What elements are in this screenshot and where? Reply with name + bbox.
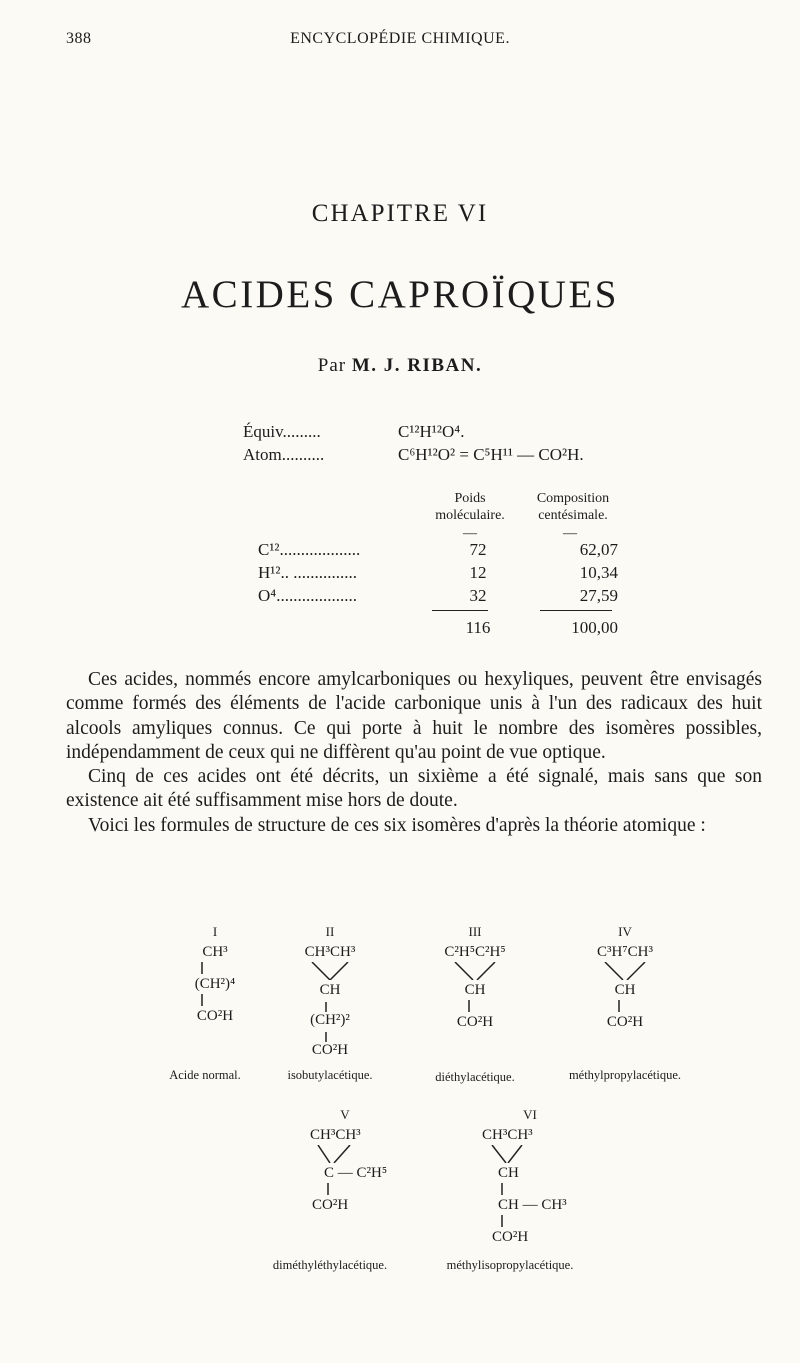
paragraph: Cinq de ces acides ont été décrits, un sixième a été signalé, mais sans que son existence ait été suffisamment mise hors de doute. bbox=[66, 766, 762, 812]
isomer-name: méthylpropylacétique. bbox=[568, 1068, 682, 1082]
isomer-numeral: III bbox=[468, 924, 482, 939]
bond-line bbox=[290, 1183, 400, 1195]
isomer-name: diméthyléthylacétique. bbox=[272, 1258, 388, 1272]
bond-line bbox=[470, 1215, 590, 1227]
atom-formula bbox=[243, 445, 643, 467]
author-name: M. J. RIBAN. bbox=[351, 355, 483, 376]
atom-label: Atom.......... bbox=[243, 445, 325, 464]
column-header-composition-line2: centésimale. bbox=[538, 508, 608, 523]
bond-line bbox=[425, 1000, 525, 1012]
column-dash: — bbox=[563, 526, 577, 541]
isomer-numeral: I bbox=[212, 924, 218, 939]
bond-line bbox=[470, 1183, 590, 1195]
row-element: H¹².. ............... bbox=[258, 563, 357, 582]
total-percent: 100,00 bbox=[571, 618, 618, 637]
isomer-formula bbox=[290, 1105, 400, 1215]
isomer-numeral: II bbox=[325, 924, 335, 939]
running-title: ENCYCLOPÉDIE CHIMIQUE. bbox=[290, 30, 510, 47]
bond-line bbox=[575, 1000, 675, 1012]
row-percent: 62,07 bbox=[579, 540, 618, 559]
isomer-formula bbox=[575, 922, 675, 1032]
formula-line: CH bbox=[498, 1165, 519, 1181]
isomer-numeral: V bbox=[340, 1107, 350, 1122]
isomer-formula bbox=[425, 922, 525, 1032]
isomer-name: méthylisopropylacétique. bbox=[446, 1258, 574, 1272]
formula-line: CH bbox=[319, 982, 341, 998]
isomer-name: Acide normal. bbox=[169, 1068, 241, 1082]
column-header-weight-line1: Poids bbox=[454, 491, 486, 506]
paragraph: Ces acides, nommés encore amylcarboniques ou hexyliques, peuvent être envisagés comme formés des éléments de l'acide carbonique unis à l'un des radicaux des huit alcools amyliques connus. Ce qui porte à huit le nombre des isomères possibles, indépendamment de ceux qui ne diffèrent qu'au point de vue optique. bbox=[66, 669, 762, 763]
chapter-number: CHAPITRE VI bbox=[311, 200, 489, 227]
equiv-value: C¹²H¹²O⁴. bbox=[398, 422, 465, 441]
page-number: 388 bbox=[66, 30, 92, 47]
table-row bbox=[258, 540, 618, 562]
equiv-label: Équiv......... bbox=[243, 422, 321, 441]
bond-line bbox=[170, 962, 260, 974]
atom-value: C⁶H¹²O² = C⁵H¹¹ — CO²H. bbox=[398, 445, 584, 464]
formula-line: CH bbox=[464, 982, 486, 998]
formula-line: CO²H bbox=[196, 1008, 234, 1024]
bond-line bbox=[280, 1000, 380, 1010]
formula-line: CH³CH³ bbox=[310, 1127, 361, 1143]
isomer-formula bbox=[470, 1105, 590, 1247]
table-total-row bbox=[258, 618, 618, 640]
row-weight: 32 bbox=[469, 586, 487, 605]
formula-line: C³H⁷CH³ bbox=[597, 944, 653, 960]
column-header-composition-line1: Composition bbox=[536, 491, 610, 506]
formula-line: CO²H bbox=[492, 1229, 529, 1245]
row-element: O⁴................... bbox=[258, 586, 357, 605]
formula-line: CH³CH³ bbox=[482, 1127, 533, 1143]
bond-branch bbox=[425, 962, 525, 980]
bond-branch bbox=[280, 962, 380, 980]
paragraph: Voici les formules de structure de ces six isomères d'après la théorie atomique : bbox=[88, 814, 706, 836]
formula-line: (CH²)² bbox=[310, 1012, 350, 1028]
formula-line: CH³ bbox=[202, 944, 228, 960]
bond-branch bbox=[575, 962, 675, 980]
formula-line: CH bbox=[614, 982, 636, 998]
sum-rule bbox=[432, 610, 488, 611]
equiv-formula bbox=[243, 422, 643, 444]
row-percent: 27,59 bbox=[579, 586, 618, 605]
isomer-name: diéthylacétique. bbox=[435, 1070, 515, 1084]
isomer-name: isobutylacétique. bbox=[287, 1068, 373, 1082]
formula-line: C — C²H⁵ bbox=[324, 1165, 388, 1181]
isomer-numeral: VI bbox=[523, 1107, 537, 1122]
author-prefix: Par bbox=[317, 355, 347, 376]
formula-line: (CH²)⁴ bbox=[194, 976, 236, 992]
column-header-weight bbox=[420, 490, 520, 524]
body-text bbox=[66, 668, 762, 838]
bond-branch bbox=[290, 1145, 400, 1163]
column-dash: — bbox=[463, 526, 477, 541]
total-weight: 116 bbox=[465, 618, 491, 637]
row-percent: 10,34 bbox=[579, 563, 618, 582]
row-weight: 12 bbox=[469, 563, 487, 582]
column-header-weight-line2: moléculaire. bbox=[435, 508, 505, 523]
formula-line: C²H⁵C²H⁵ bbox=[444, 944, 506, 960]
formula-line: CO²H bbox=[606, 1014, 644, 1030]
formula-line: CH³CH³ bbox=[304, 944, 356, 960]
isomer-formula bbox=[280, 922, 380, 1060]
row-element: C¹²................... bbox=[258, 540, 361, 559]
table-row bbox=[258, 563, 618, 585]
chapter-title: ACIDES CAPROÏQUES bbox=[181, 273, 619, 316]
isomer-formula bbox=[170, 922, 260, 1026]
sum-rule bbox=[540, 610, 612, 611]
table-row bbox=[258, 586, 618, 608]
isomer-numeral: IV bbox=[618, 924, 632, 939]
bond-line bbox=[280, 1030, 380, 1040]
formula-line: CO²H bbox=[312, 1197, 349, 1213]
formula-line: CO²H bbox=[456, 1014, 494, 1030]
bond-branch bbox=[470, 1145, 590, 1163]
formula-line: CH — CH³ bbox=[498, 1197, 567, 1213]
author-line bbox=[0, 355, 800, 377]
formula-line: CO²H bbox=[311, 1042, 349, 1058]
row-weight: 72 bbox=[469, 540, 487, 559]
column-header-composition bbox=[518, 490, 628, 524]
bond-line bbox=[170, 994, 260, 1006]
